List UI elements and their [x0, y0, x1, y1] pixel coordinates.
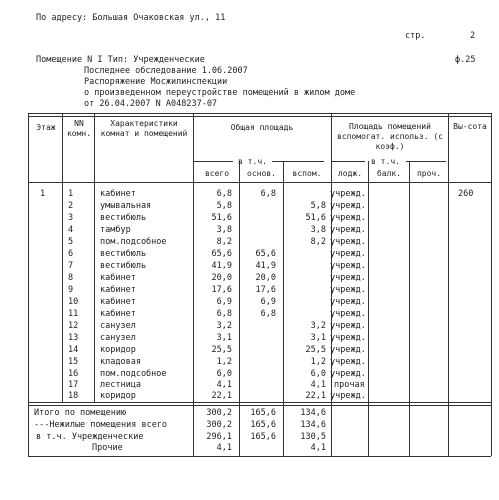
cell-name: вестибюль — [100, 213, 147, 223]
cell-total: 3,8 — [216, 225, 232, 235]
table-row — [28, 214, 491, 224]
cell-aux: 8,2 — [310, 237, 326, 247]
header-aux-area: Площадь помещений вспомогат. использ. (с коэф.) — [337, 122, 443, 151]
cell-no: 14 — [68, 345, 79, 355]
cell-name: пом.подсобное — [100, 369, 167, 379]
cell-type: учрежд. — [330, 201, 366, 211]
cell-main: 65,6 — [255, 249, 276, 259]
cell-name: коридор — [100, 345, 136, 355]
cell-type: учрежд. — [330, 297, 366, 307]
col-line-10 — [491, 113, 492, 456]
page-number: 2 — [470, 31, 476, 41]
table-row — [28, 381, 491, 391]
cell-aux: 3,8 — [310, 225, 326, 235]
table-row — [28, 298, 491, 308]
col-line-0 — [28, 113, 29, 456]
table-row — [28, 392, 491, 402]
table-row — [28, 334, 491, 344]
totals-label: ---Нежилые помещения всего — [34, 420, 168, 430]
premise-line: Помещение N I Тип: Учрежденческие — [36, 55, 205, 65]
totals-total: 296,1 — [206, 432, 232, 442]
totals-total: 4,1 — [216, 443, 232, 453]
cell-type: учрежд. — [330, 237, 366, 247]
totals-row — [28, 409, 491, 419]
cell-no: 16 — [68, 369, 79, 379]
cell-height: 260 — [458, 189, 474, 199]
cell-no: 4 — [68, 225, 74, 235]
cell-no: 9 — [68, 285, 74, 295]
cell-total: 6,8 — [216, 309, 232, 319]
cell-aux: 5,8 — [310, 201, 326, 211]
cell-no: 6 — [68, 249, 74, 259]
incl-divider-left — [193, 161, 233, 162]
cell-name: тамбур — [100, 225, 131, 235]
cell-name: лестница — [100, 380, 141, 390]
header-balcony: балк. — [376, 169, 402, 178]
cell-name: кабинет — [100, 285, 136, 295]
header-main: основ. — [247, 169, 276, 178]
cell-name: вестибюль — [100, 249, 147, 259]
cell-name: кладовая — [100, 357, 141, 367]
header-other: проч. — [416, 169, 442, 178]
cell-total: 8,2 — [216, 237, 232, 247]
order-line: Распоряжение Мосжилинспекции — [84, 77, 228, 87]
table-row — [28, 262, 491, 272]
cell-type: учрежд. — [330, 345, 366, 355]
cell-total: 17,6 — [211, 285, 232, 295]
cell-no: 3 — [68, 213, 74, 223]
table-row — [28, 370, 491, 380]
cell-type: прочая — [334, 380, 365, 390]
cell-total: 4,1 — [216, 380, 232, 390]
cell-type: учрежд. — [330, 213, 366, 223]
cell-name: кабинет — [100, 273, 136, 283]
incl2-divider-right — [406, 161, 446, 162]
cell-total: 6,8 — [216, 189, 232, 199]
cell-type: учрежд. — [330, 261, 366, 271]
cell-total: 22,1 — [211, 391, 232, 401]
col-line-3 — [193, 113, 194, 456]
cell-no: 15 — [68, 357, 79, 367]
table-top-line-2 — [28, 116, 491, 117]
cell-aux: 4,1 — [310, 380, 326, 390]
table-row — [28, 190, 491, 200]
table-body-bottom-line — [28, 402, 491, 403]
cell-type: учрежд. — [330, 249, 366, 259]
header-total-area: Общая площадь — [230, 123, 294, 132]
cell-type: учрежд. — [330, 369, 366, 379]
address-line: По адресу: Большая Очаковская ул., 11 — [36, 13, 226, 23]
totals-row — [28, 421, 491, 431]
totals-main: 165,6 — [250, 420, 276, 430]
cell-no: 13 — [68, 333, 79, 343]
cell-total: 65,6 — [211, 249, 232, 259]
cell-type: учрежд. — [330, 333, 366, 343]
header-floor: Этаж — [36, 123, 56, 132]
cell-name: умывальная — [100, 201, 152, 211]
cell-no: 7 — [68, 261, 74, 271]
header-characteristics: Характеристики комнат и помещений — [100, 119, 188, 138]
totals-row — [28, 433, 491, 443]
form-code: ф.25 — [455, 55, 476, 65]
totals-aux: 4,1 — [310, 443, 326, 453]
table-row — [28, 238, 491, 248]
cell-total: 5,8 — [216, 201, 232, 211]
totals-total: 300,2 — [206, 408, 232, 418]
cell-main: 20,0 — [255, 273, 276, 283]
header-height: Вы-сота — [453, 122, 487, 131]
cell-type: учрежд. — [330, 273, 366, 283]
cell-aux: 6,0 — [310, 369, 326, 379]
cell-no: 5 — [68, 237, 74, 247]
totals-row — [28, 444, 491, 454]
totals-total: 300,2 — [206, 420, 232, 430]
table-row — [28, 274, 491, 284]
cell-total: 51,6 — [211, 213, 232, 223]
table-row — [28, 202, 491, 212]
cell-no: 18 — [68, 391, 79, 401]
table-bottom-line — [28, 456, 491, 457]
header-rooms-no: NN комн. — [66, 119, 92, 138]
table-row — [28, 346, 491, 356]
table-top-line — [28, 113, 491, 114]
cell-no: 2 — [68, 201, 74, 211]
cell-aux: 3,2 — [310, 321, 326, 331]
order-date-number: от 26.04.2007 N А048237-07 — [84, 99, 218, 109]
cell-no: 10 — [68, 297, 79, 307]
cell-aux: 25,5 — [305, 345, 326, 355]
cell-main: 6,9 — [260, 297, 276, 307]
totals-aux: 134,6 — [300, 420, 326, 430]
col-line-9 — [448, 113, 449, 456]
header-incl2: в т.ч. — [371, 157, 400, 166]
page-label: стр. — [405, 31, 426, 41]
totals-main: 165,6 — [250, 432, 276, 442]
cell-name: кабинет — [100, 189, 136, 199]
incl2-divider-left — [331, 161, 365, 162]
cell-total: 6,9 — [216, 297, 232, 307]
totals-main: 165,6 — [250, 408, 276, 418]
incl-divider-right — [272, 161, 324, 162]
table-row — [28, 226, 491, 236]
table-row — [28, 286, 491, 296]
cell-aux: 51,6 — [305, 213, 326, 223]
header-loggia: лодж. — [337, 169, 363, 178]
cell-no: 11 — [68, 309, 79, 319]
header-total: всего — [204, 169, 230, 178]
cell-type: учрежд. — [330, 357, 366, 367]
table-row — [28, 358, 491, 368]
totals-aux: 134,6 — [300, 408, 326, 418]
cell-main: 6,8 — [260, 189, 276, 199]
cell-total: 25,5 — [211, 345, 232, 355]
cell-name: кабинет — [100, 297, 136, 307]
cell-total: 6,0 — [216, 369, 232, 379]
cell-main: 41,9 — [255, 261, 276, 271]
cell-aux: 1,2 — [310, 357, 326, 367]
table-header-bottom-line — [28, 182, 491, 183]
cell-no: 12 — [68, 321, 79, 331]
table-row — [28, 250, 491, 260]
cell-aux: 22,1 — [305, 391, 326, 401]
cell-total: 3,2 — [216, 321, 232, 331]
cell-name: вестибюль — [100, 261, 147, 271]
cell-main: 6,8 — [260, 309, 276, 319]
cell-floor: 1 — [40, 189, 46, 199]
cell-main: 17,6 — [255, 285, 276, 295]
cell-aux: 3,1 — [310, 333, 326, 343]
totals-label: Прочие — [92, 443, 123, 453]
cell-name: санузел — [100, 321, 136, 331]
cell-type: учрежд. — [330, 309, 366, 319]
cell-total: 41,9 — [211, 261, 232, 271]
cell-total: 20,0 — [211, 273, 232, 283]
cell-type: учрежд. — [330, 189, 366, 199]
cell-type: учрежд. — [330, 225, 366, 235]
header-aux: вспом. — [292, 169, 322, 178]
cell-name: санузел — [100, 333, 136, 343]
cell-no: 8 — [68, 273, 74, 283]
totals-aux: 130,5 — [300, 432, 326, 442]
cell-name: коридор — [100, 391, 136, 401]
cell-type: учрежд. — [330, 285, 366, 295]
totals-label: в т.ч. Учрежденческие — [36, 432, 144, 442]
cell-type: учрежд. — [330, 391, 366, 401]
last-survey-line: Последнее обследование 1.06.2007 — [84, 66, 248, 76]
redevelopment-line: о произведенном переустройстве помещений в жилом доме — [84, 88, 356, 98]
cell-no: 17 — [68, 380, 79, 390]
header-incl: в т.ч. — [238, 157, 267, 166]
cell-total: 3,1 — [216, 333, 232, 343]
cell-no: 1 — [68, 189, 74, 199]
table-row — [28, 322, 491, 332]
table-row — [28, 310, 491, 320]
cell-name: кабинет — [100, 309, 136, 319]
table-totals-top-line — [28, 405, 491, 406]
totals-label: Итого по помещению — [34, 408, 127, 418]
cell-type: учрежд. — [330, 321, 366, 331]
cell-total: 1,2 — [216, 357, 232, 367]
cell-name: пом.подсобное — [100, 237, 167, 247]
